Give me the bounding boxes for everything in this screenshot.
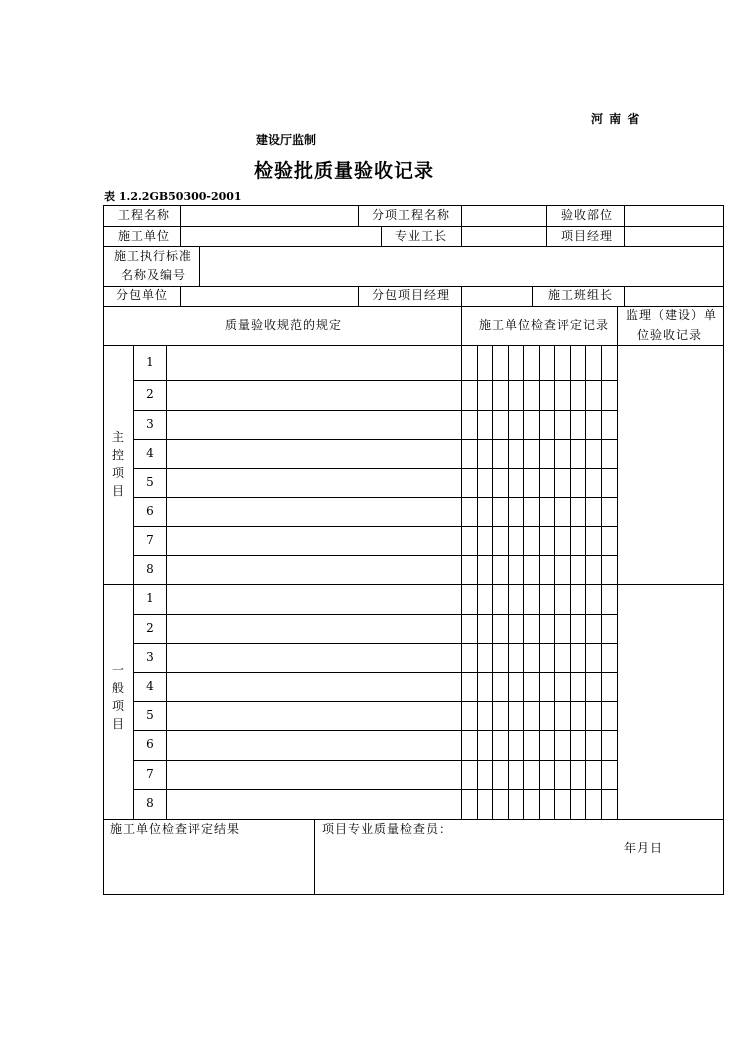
- construction-unit-label: 施工单位: [118, 229, 171, 243]
- sub-project-name-label: 分项工程名称: [372, 208, 451, 222]
- table-vline: [617, 345, 618, 820]
- main-item-number-2: 2: [146, 387, 154, 401]
- main-item-number-1: 1: [146, 354, 154, 369]
- table-vline: [523, 345, 524, 820]
- inspector-label: 项目专业质量检查员：: [322, 822, 453, 836]
- table-vline: [103, 205, 104, 895]
- table-hline: [133, 760, 618, 761]
- main-item-number-3: 3: [146, 416, 154, 431]
- general-item-number-4: 4: [146, 678, 154, 693]
- table-vline: [461, 205, 462, 227]
- table-hline: [133, 672, 618, 673]
- general-item-number-1: 1: [146, 591, 154, 605]
- table-hline: [133, 439, 618, 440]
- table-hline: [103, 584, 724, 585]
- main-item-number-4: 4: [146, 445, 154, 460]
- team-leader-label: 施工班组长: [548, 288, 614, 302]
- table-vline: [492, 345, 493, 820]
- table-vline: [532, 286, 533, 307]
- general-item-number-6: 6: [146, 737, 154, 751]
- supervision-header-line2: 位验收记录: [637, 328, 703, 342]
- inspection-header: 施工单位检查评定记录: [479, 318, 610, 332]
- subcontract-manager-label: 分包项目经理: [372, 288, 451, 302]
- table-vline: [508, 345, 509, 820]
- table-hline: [133, 380, 618, 381]
- standard-label-line2: 名称及编号: [121, 268, 187, 282]
- general-item-number-3: 3: [146, 649, 154, 664]
- table-hline: [133, 526, 618, 527]
- table-vline: [461, 286, 462, 307]
- table-vline: [617, 306, 618, 346]
- table-vline: [358, 286, 359, 307]
- table-hline: [133, 701, 618, 702]
- acceptance-part-label: 验收部位: [561, 208, 614, 222]
- table-vline: [601, 345, 602, 820]
- province-label: 河 南 省: [591, 112, 641, 126]
- general-item-number-2: 2: [146, 620, 154, 635]
- project-name-label: 工程名称: [118, 208, 171, 222]
- general-item-number-7: 7: [146, 766, 154, 781]
- subcontract-unit-label: 分包单位: [116, 288, 169, 302]
- table-hline: [133, 614, 618, 615]
- professional-foreman-label: 专业工长: [395, 229, 448, 243]
- general-items-label: 一般项目: [111, 663, 124, 731]
- table-hline: [103, 306, 724, 307]
- date-label: 年月日: [624, 841, 664, 855]
- table-hline: [103, 205, 724, 206]
- table-vline: [570, 345, 571, 820]
- table-hline: [133, 555, 618, 556]
- table-vline: [546, 205, 547, 227]
- form-code: 表 1.2.2GB50300-2001: [104, 190, 242, 203]
- result-label: 施工单位检查评定结果: [110, 822, 241, 836]
- table-hline: [103, 894, 724, 895]
- table-vline: [624, 286, 625, 307]
- table-vline: [554, 345, 555, 820]
- table-vline: [358, 205, 359, 227]
- authority-label: 建设厅监制: [256, 133, 317, 147]
- main-item-number-6: 6: [146, 503, 154, 518]
- table-vline: [461, 345, 462, 820]
- table-vline: [180, 205, 181, 227]
- table-hline: [133, 730, 618, 731]
- main-item-number-7: 7: [146, 532, 154, 547]
- table-vline: [585, 345, 586, 820]
- table-hline: [103, 819, 724, 820]
- supervision-header-line1: 监理（建设）单: [626, 308, 718, 322]
- general-item-number-8: 8: [146, 796, 154, 810]
- table-vline: [477, 345, 478, 820]
- main-item-number-5: 5: [146, 474, 154, 489]
- table-vline: [199, 246, 200, 287]
- table-vline: [314, 819, 315, 895]
- table-vline: [381, 226, 382, 247]
- table-hline: [103, 345, 724, 346]
- main-item-number-8: 8: [146, 561, 154, 576]
- table-hline: [103, 246, 724, 247]
- table-hline: [133, 410, 618, 411]
- table-hline: [133, 497, 618, 498]
- standard-label-line1: 施工执行标准: [114, 249, 193, 263]
- table-vline: [723, 205, 724, 895]
- table-hline: [133, 468, 618, 469]
- project-manager-label: 项目经理: [561, 229, 614, 243]
- table-hline: [103, 226, 724, 227]
- table-vline: [461, 306, 462, 346]
- table-vline: [180, 226, 181, 247]
- page-title: 检验批质量验收记录: [254, 160, 435, 182]
- main-items-label: 主控项目: [111, 430, 124, 498]
- table-vline: [624, 226, 625, 247]
- table-hline: [133, 789, 618, 790]
- spec-header: 质量验收规范的规定: [225, 318, 343, 332]
- table-hline: [103, 286, 724, 287]
- table-vline: [180, 286, 181, 307]
- table-vline: [539, 345, 540, 820]
- table-vline: [546, 226, 547, 247]
- table-vline: [624, 205, 625, 227]
- table-vline: [461, 226, 462, 247]
- general-item-number-5: 5: [146, 707, 154, 722]
- table-hline: [133, 643, 618, 644]
